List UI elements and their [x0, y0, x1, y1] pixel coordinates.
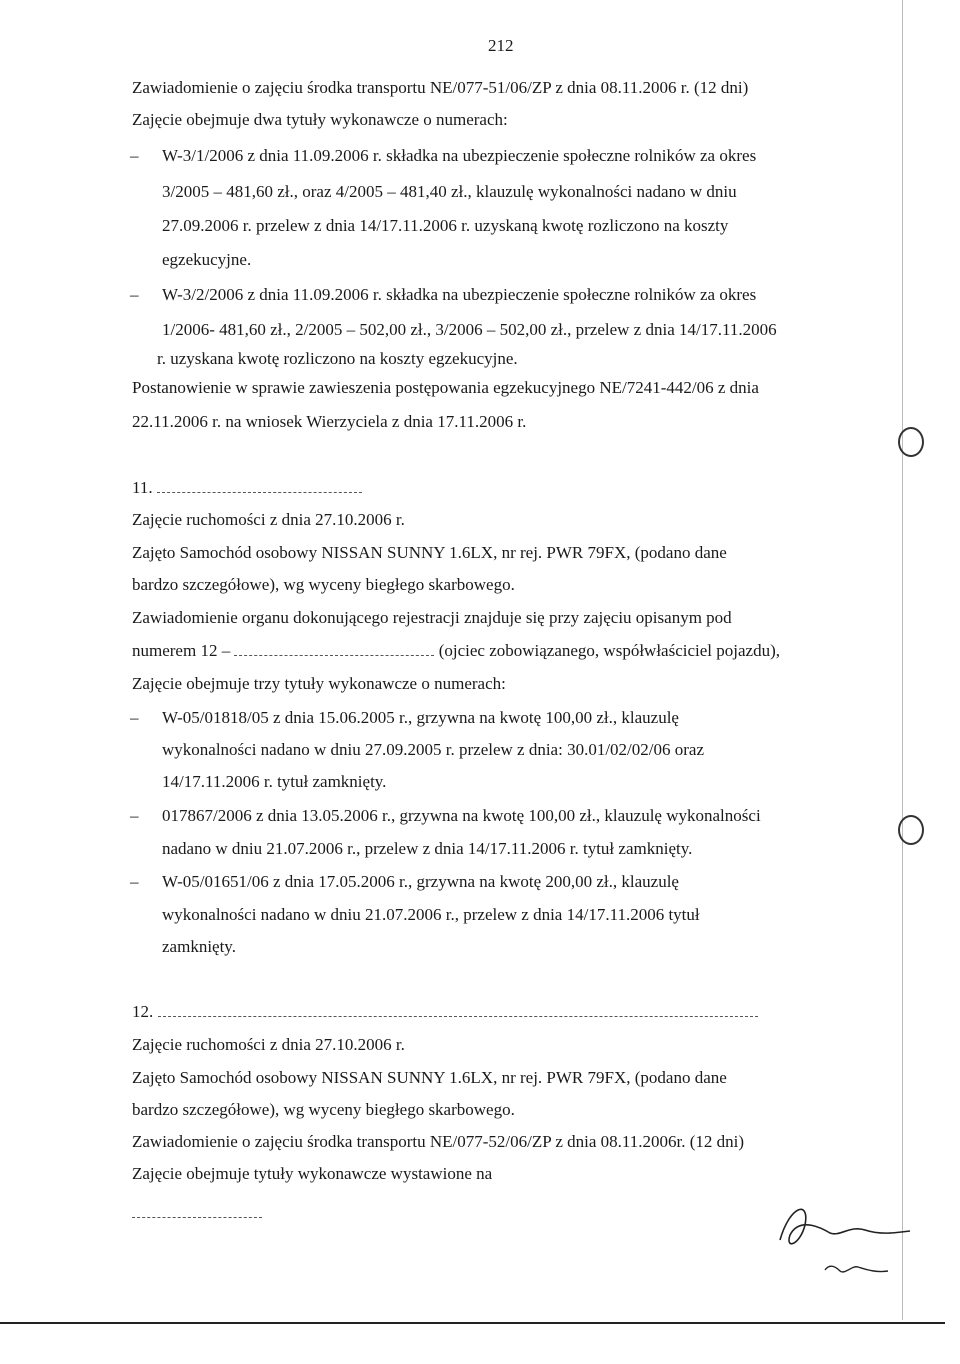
punch-hole	[898, 427, 924, 457]
list-item-text: 1/2006- 481,60 zł., 2/2005 – 502,00 zł., 3/2006 – 502,00 zł., przelew z dnia 14/17.11.2006	[162, 320, 777, 339]
redacted-blank	[157, 492, 362, 493]
list-item-text: 3/2005 – 481,60 zł., oraz 4/2005 – 481,40 zł., klauzulę wykonalności nadano w dniu	[162, 182, 737, 201]
list-item-text: egzekucyjne.	[162, 250, 252, 269]
redacted-blank-line	[132, 1203, 262, 1223]
list-item-text: W-3/1/2006 z dnia 11.09.2006 r. składka na ubezpieczenie społeczne rolników za okres	[162, 146, 757, 165]
seizure-line: Zajęcie ruchomości z dnia 27.10.2006 r.	[132, 1035, 405, 1054]
list-dash: –	[130, 285, 139, 304]
redacted-blank	[158, 1016, 758, 1017]
intro-line: Zajęcie obejmuje dwa tytuły wykonawcze o numerach:	[132, 110, 508, 129]
intro-line: Zajęcie obejmuje trzy tytuły wykonawcze o numerach:	[132, 674, 506, 693]
notice-line: Zawiadomienie o zajęciu środka transportu NE/077-51/06/ZP z dnia 08.11.2006 r. (12 dni)	[132, 78, 749, 97]
intro-line: Zajęcie obejmuje tytuły wykonawcze wystawione na	[132, 1164, 493, 1183]
decision-line: Postanowienie w sprawie zawieszenia postępowania egzekucyjnego NE/7241-442/06 z dnia	[132, 378, 759, 397]
list-item-text: wykonalności nadano w dniu 27.09.2005 r. przelew z dnia: 30.01/02/02/06 oraz	[162, 740, 704, 759]
list-item-text: wykonalności nadano w dniu 21.07.2006 r., przelew z dnia 14/17.11.2006 tytuł	[162, 905, 700, 924]
handwritten-signature	[770, 1195, 920, 1285]
section-number	[132, 478, 362, 498]
scan-edge-line	[902, 0, 903, 1320]
redacted-blank	[234, 655, 434, 656]
page-number: 212	[488, 36, 514, 55]
section-number	[132, 1002, 758, 1022]
list-item-text: W-05/01818/05 z dnia 15.06.2005 r., grzywna na kwotę 100,00 zł., klauzulę	[162, 708, 679, 727]
seizure-line: Zajęcie ruchomości z dnia 27.10.2006 r.	[132, 510, 405, 529]
vehicle-line: bardzo szczegółowe), wg wyceny biegłego skarbowego.	[132, 575, 515, 594]
section-number-text: 11.	[132, 478, 153, 497]
notice-line: Zawiadomienie o zajęciu środka transportu NE/077-52/06/ZP z dnia 08.11.2006r. (12 dni)	[132, 1132, 745, 1151]
punch-hole	[898, 815, 924, 845]
list-item-text: W-05/01651/06 z dnia 17.05.2006 r., grzywna na kwotę 200,00 zł., klauzulę	[162, 872, 679, 891]
list-dash: –	[130, 146, 139, 165]
organ-notice-text: numerem 12 –	[132, 641, 231, 660]
redacted-blank	[132, 1217, 262, 1218]
organ-notice-line: Zawiadomienie organu dokonującego rejestracji znajduje się przy zajęciu opisanym pod	[132, 608, 732, 627]
list-item-text: 017867/2006 z dnia 13.05.2006 r., grzywna na kwotę 100,00 zł., klauzulę wykonalności	[162, 806, 761, 825]
list-item-text: 14/17.11.2006 r. tytuł zamknięty.	[162, 772, 387, 791]
vehicle-line: Zajęto Samochód osobowy NISSAN SUNNY 1.6LX, nr rej. PWR 79FX, (podano dane	[132, 543, 727, 562]
vehicle-line: Zajęto Samochód osobowy NISSAN SUNNY 1.6LX, nr rej. PWR 79FX, (podano dane	[132, 1068, 727, 1087]
list-dash: –	[130, 806, 139, 825]
list-item-text: 27.09.2006 r. przelew z dnia 14/17.11.2006 r. uzyskaną kwotę rozliczono na koszty	[162, 216, 729, 235]
bottom-rule	[0, 1322, 945, 1324]
list-item-text: nadano w dniu 21.07.2006 r., przelew z dnia 14/17.11.2006 r. tytuł zamknięty.	[162, 839, 693, 858]
list-dash: –	[130, 872, 139, 891]
list-dash: –	[130, 708, 139, 727]
list-item-text: zamknięty.	[162, 937, 236, 956]
decision-line: 22.11.2006 r. na wniosek Wierzyciela z dnia 17.11.2006 r.	[132, 412, 527, 431]
section-number-text: 12.	[132, 1002, 154, 1021]
list-item-text: r. uzyskana kwotę rozliczono na koszty egzekucyjne.	[157, 349, 518, 368]
organ-notice-line	[132, 641, 780, 661]
organ-notice-text: (ojciec zobowiązanego, współwłaściciel pojazdu),	[438, 641, 780, 660]
list-item-text: W-3/2/2006 z dnia 11.09.2006 r. składka na ubezpieczenie społeczne rolników za okres	[162, 285, 757, 304]
vehicle-line: bardzo szczegółowe), wg wyceny biegłego skarbowego.	[132, 1100, 515, 1119]
